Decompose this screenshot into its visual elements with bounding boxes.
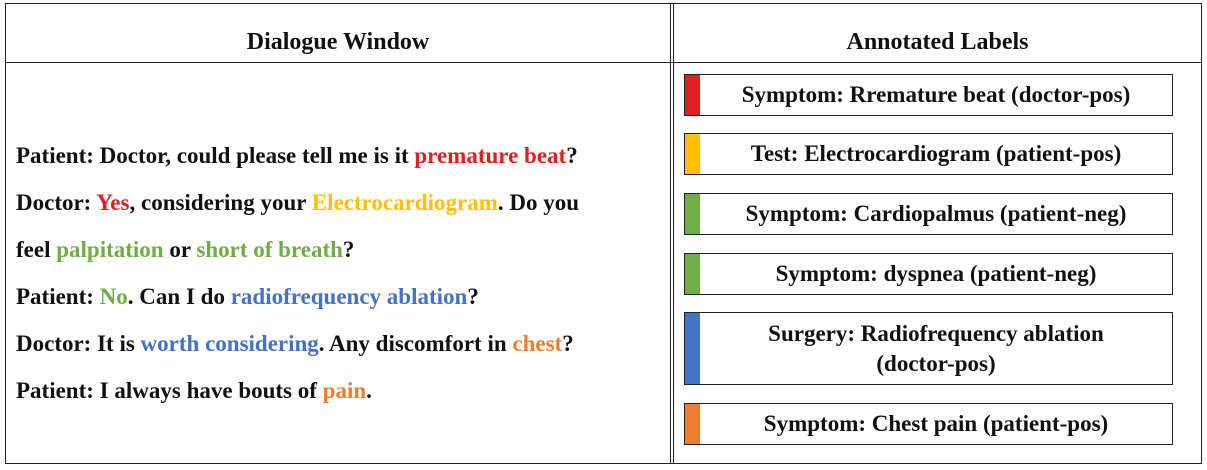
dialogue-segment: Patient: I always have bouts of — [16, 378, 323, 403]
label-color-bar — [685, 313, 700, 384]
column-divider-inner — [673, 4, 674, 463]
dialogue-window-header: Dialogue Window — [246, 29, 430, 55]
highlighted-term: No — [99, 284, 128, 309]
annotated-label — [684, 403, 1173, 445]
highlighted-term: worth considering — [140, 331, 319, 356]
dialogue-segment: feel — [16, 237, 57, 262]
annotated-label — [684, 74, 1173, 116]
dialogue-line — [16, 226, 666, 273]
annotated-labels-header: Annotated Labels — [846, 29, 1029, 55]
highlighted-term: Electrocardiogram — [311, 190, 498, 215]
dialogue-line — [16, 179, 666, 226]
highlighted-term: chest — [512, 331, 563, 356]
annotated-label — [684, 193, 1173, 235]
dialogue-line — [16, 320, 666, 367]
highlighted-term: palpitation — [56, 237, 164, 262]
dialogue-segment: . Do you — [497, 190, 580, 215]
highlighted-term: Yes — [96, 190, 130, 215]
annotated-label — [684, 253, 1173, 295]
annotated-label — [684, 312, 1173, 385]
label-text: Symptom: Rremature beat (doctor-pos) — [741, 82, 1131, 107]
dialogue-segment: Doctor: It is — [16, 331, 141, 356]
dialogue-segment: , considering your — [129, 190, 312, 215]
column-divider — [670, 4, 671, 463]
label-color-bar — [685, 194, 700, 234]
dialogue-line — [16, 132, 666, 179]
label-color-bar — [685, 404, 700, 444]
label-text: Test: Electrocardiogram (patient-pos) — [750, 141, 1122, 166]
label-text: Symptom: Cardiopalmus (patient-neg) — [745, 201, 1127, 226]
dialogue-segment: ? — [467, 284, 479, 309]
dialogue-line — [16, 273, 666, 320]
dialogue-segment: Patient: — [16, 284, 100, 309]
label-color-bar — [685, 134, 700, 174]
highlighted-term: radiofrequency ablation — [230, 284, 468, 309]
highlighted-term: short of breath — [196, 237, 343, 262]
label-color-bar — [685, 75, 700, 115]
header-divider — [6, 62, 1201, 63]
label-text: Surgery: Radiofrequency ablation (doctor-pos) — [768, 320, 1104, 376]
label-text: Symptom: Chest pain (patient-pos) — [763, 411, 1109, 436]
dialogue-segment: . Any discomfort in — [318, 331, 513, 356]
dialogue-segment: . — [366, 378, 372, 403]
label-text: Symptom: dyspnea (patient-neg) — [775, 261, 1097, 286]
annotated-label — [684, 133, 1173, 175]
dialogue-text — [16, 132, 666, 414]
label-color-bar — [685, 254, 700, 294]
dialogue-segment: . Can I do — [127, 284, 231, 309]
dialogue-segment: ? — [562, 331, 574, 356]
highlighted-term: pain — [322, 378, 367, 403]
dialogue-segment: Patient: Doctor, could please tell me is it — [16, 143, 415, 168]
highlighted-term: premature beat — [414, 143, 567, 168]
dialogue-segment: Doctor: — [16, 190, 97, 215]
dialogue-segment: ? — [342, 237, 355, 262]
dialogue-segment: or — [163, 237, 197, 262]
dialogue-line — [16, 367, 666, 414]
dialogue-segment: ? — [566, 143, 578, 168]
